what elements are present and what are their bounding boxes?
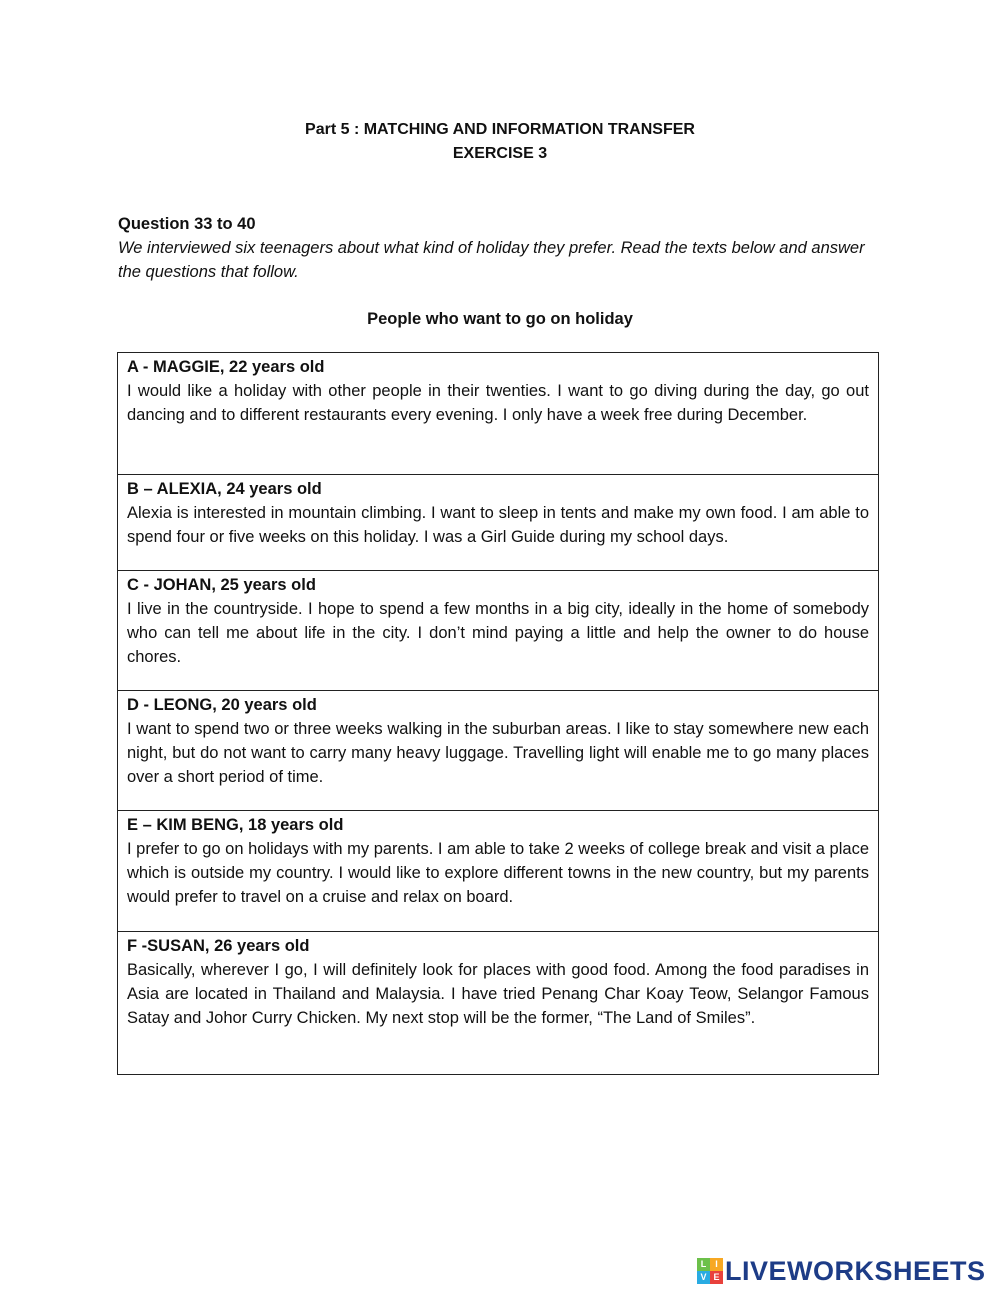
profile-title: E – KIM BENG, 18 years old	[127, 816, 344, 834]
profile-text: I live in the countryside. I hope to spend a few months in a big city, ideally in the home of somebody who can tell me about life in the city. I don’t mind paying a little and help the owner to do house chores.	[127, 600, 869, 666]
question-label: Question 33 to 40	[118, 215, 256, 233]
question-instructions: We interviewed six teenagers about what kind of holiday they prefer. Read the texts below and answer the questions that follow.	[118, 239, 865, 281]
profile-f	[118, 932, 878, 1074]
profile-a	[118, 353, 878, 475]
profiles-table	[117, 352, 879, 1075]
exercise-subtitle: EXERCISE 3	[452, 145, 548, 162]
profile-text: I prefer to go on holidays with my parents. I am able to take 2 weeks of college break and visit a place which is outside my country. I would like to explore different towns in the new country, but my parents would prefer to travel on a cruise and relax on board.	[127, 840, 869, 906]
profile-title: C - JOHAN, 25 years old	[127, 576, 316, 594]
profile-title: F -SUSAN, 26 years old	[127, 937, 310, 955]
profile-title: D - LEONG, 20 years old	[127, 696, 317, 714]
profile-e	[118, 811, 878, 932]
profile-title: A - MAGGIE, 22 years old	[127, 358, 325, 376]
profile-b	[118, 475, 878, 571]
liveworksheets-logo-icon: L I V E	[697, 1258, 723, 1284]
profile-d	[118, 691, 878, 811]
section-title: People who want to go on holiday	[367, 310, 633, 328]
profile-c	[118, 571, 878, 691]
profile-title: B – ALEXIA, 24 years old	[127, 480, 322, 498]
page-title: Part 5 : MATCHING AND INFORMATION TRANSFER	[305, 121, 695, 138]
brand-name: LIVEWORKSHEETS	[725, 1256, 986, 1286]
liveworksheets-brand[interactable]	[697, 1257, 986, 1285]
profile-text: I want to spend two or three weeks walking in the suburban areas. I like to stay somewhere new each night, but do not want to carry many heavy luggage. Travelling light will enable me to go many places over a short period of time.	[127, 720, 869, 786]
profile-text: Basically, wherever I go, I will definitely look for places with good food. Among the food paradises in Asia are located in Thailand and Malaysia. I have tried Penang Char Koay Teow, Selangor Famous Satay and Johor Curry Chicken. My next stop will be the former, “The Land of Smiles”.	[127, 961, 869, 1027]
profile-text: I would like a holiday with other people in their twenties. I want to go diving during the day, go out dancing and to different restaurants every evening. I only have a week free during December.	[127, 382, 869, 424]
profile-text: Alexia is interested in mountain climbing. I want to sleep in tents and make my own food. I am able to spend four or five weeks on this holiday. I was a Girl Guide during my school days.	[127, 504, 869, 546]
